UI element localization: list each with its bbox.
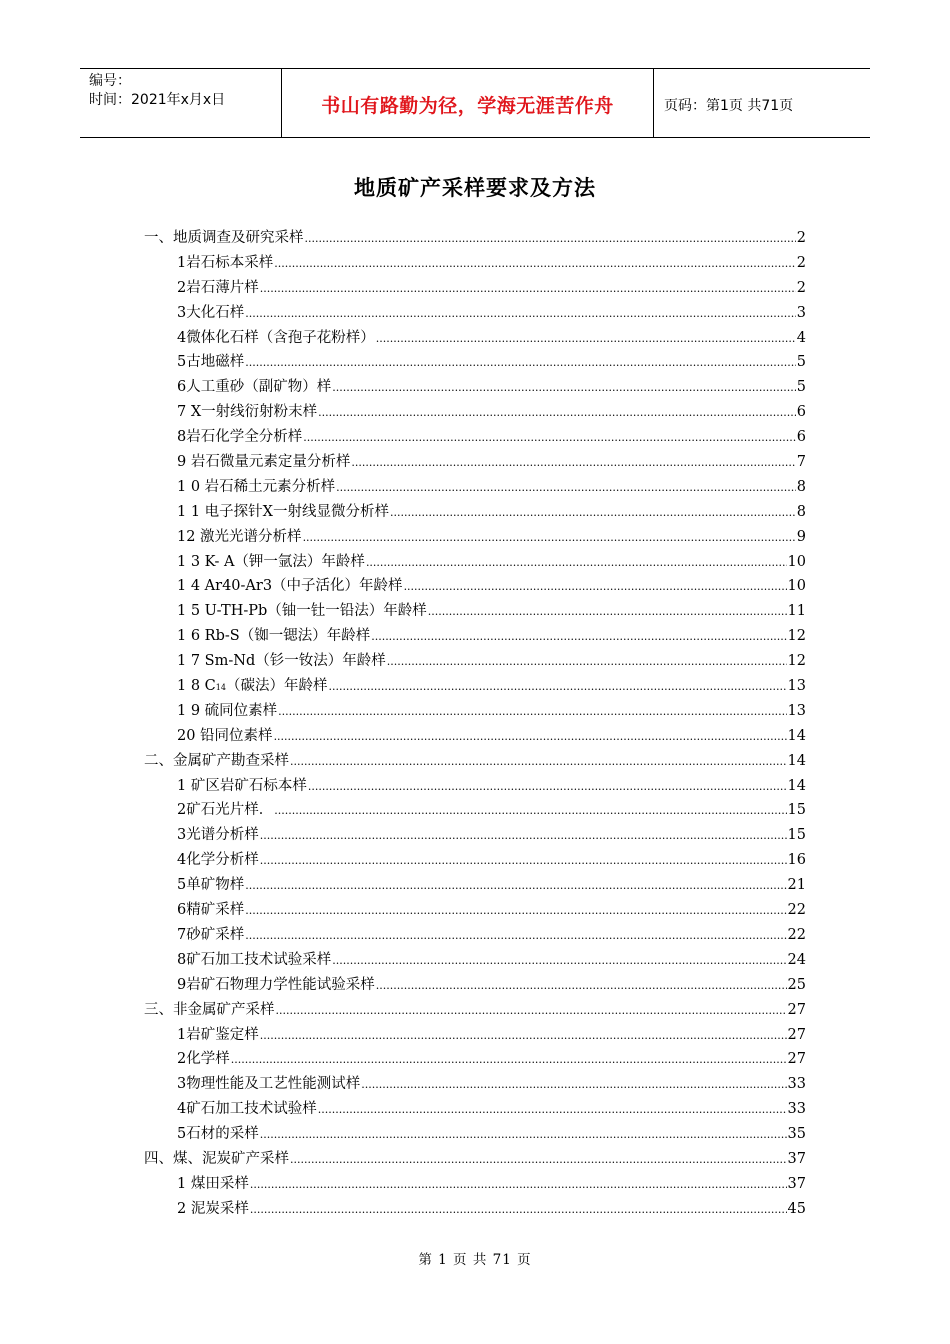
- toc-leader-dots: [336, 475, 796, 501]
- toc-entry[interactable]: [144, 1197, 806, 1222]
- toc-leader-dots: [231, 1047, 787, 1073]
- toc-leader-dots: [290, 1147, 787, 1173]
- toc-leader-dots: [290, 749, 787, 775]
- number-label: 编号：: [89, 73, 131, 89]
- table-of-contents: [144, 226, 806, 1222]
- toc-page-number: 12: [787, 628, 806, 645]
- toc-page-number: 15: [787, 827, 806, 844]
- toc-page-number: 24: [787, 951, 806, 968]
- toc-leader-dots: [260, 276, 796, 302]
- toc-page-number: 14: [787, 752, 806, 769]
- toc-leader-dots: [366, 550, 787, 576]
- toc-entry[interactable]: [144, 823, 806, 848]
- toc-entry-title: 4微体化石样（含孢子花粉样）: [177, 329, 375, 346]
- toc-leader-dots: [390, 500, 796, 526]
- toc-entry-title: 7砂矿采样: [177, 926, 245, 943]
- page-info: 页码：第1页 共71页: [664, 98, 794, 114]
- toc-entry-title: 5石材的采样: [177, 1126, 259, 1143]
- toc-section-entry[interactable]: [144, 226, 806, 251]
- toc-entry[interactable]: [144, 1122, 806, 1147]
- toc-leader-dots: [250, 1197, 787, 1223]
- toc-leader-dots: [250, 1172, 787, 1198]
- toc-entry[interactable]: [144, 798, 806, 823]
- toc-entry-title: 二、金属矿产勘查采样: [144, 752, 289, 769]
- toc-page-number: 6: [796, 429, 806, 446]
- toc-entry[interactable]: [144, 649, 806, 674]
- toc-leader-dots: [308, 774, 787, 800]
- toc-entry[interactable]: [144, 425, 806, 450]
- toc-entry-title: 1 3 K- A（钾一氩法）年龄样: [177, 553, 365, 570]
- toc-page-number: 45: [787, 1200, 806, 1217]
- toc-entry[interactable]: [144, 774, 806, 799]
- toc-entry[interactable]: [144, 350, 806, 375]
- toc-page-number: 27: [787, 1026, 806, 1043]
- toc-page-number: 16: [787, 852, 806, 869]
- toc-entry-title: 6精矿采样: [177, 902, 245, 919]
- toc-leader-dots: [328, 674, 786, 700]
- toc-entry-title: 2 泥炭采样: [177, 1200, 249, 1217]
- toc-entry[interactable]: [144, 624, 806, 649]
- toc-entry-title: 6人工重砂（副矿物）样: [177, 379, 332, 396]
- toc-page-number: 2: [796, 230, 806, 246]
- toc-entry-title: 2岩石薄片样: [177, 279, 259, 296]
- toc-page-number: 12: [787, 653, 806, 670]
- toc-entry-title: 1 煤田采样: [177, 1175, 249, 1192]
- toc-leader-dots: [274, 724, 787, 750]
- toc-leader-dots: [351, 450, 795, 476]
- time-label: 时间：2021年x月x日: [89, 92, 226, 108]
- motto-text: 书山有路勤为径，学海无涯苦作舟: [321, 95, 614, 117]
- toc-entry-title: 三、非金属矿产采样: [144, 1001, 275, 1018]
- document-header: [80, 68, 870, 138]
- toc-page-number: 2: [796, 279, 806, 296]
- toc-entry-title: 1 矿区岩矿石标本样: [177, 777, 307, 794]
- toc-entry[interactable]: [144, 301, 806, 326]
- toc-entry-title: 1岩矿鉴定样: [177, 1026, 259, 1043]
- toc-page-number: 22: [787, 926, 806, 943]
- toc-entry[interactable]: [144, 973, 806, 998]
- toc-entry-title: 4化学分析样: [177, 852, 259, 869]
- toc-page-number: 33: [787, 1076, 806, 1093]
- toc-entry-title: 一、地质调查及研究采样: [144, 230, 304, 246]
- toc-entry[interactable]: [144, 898, 806, 923]
- toc-leader-dots: [274, 798, 786, 824]
- toc-entry[interactable]: [144, 699, 806, 724]
- toc-page-number: 14: [787, 777, 806, 794]
- toc-page-number: 25: [787, 976, 806, 993]
- toc-entry-title: 12 激光光谱分析样: [177, 528, 302, 545]
- toc-entry-title: 1 8 C: [177, 678, 216, 695]
- toc-leader-dots: [305, 226, 796, 252]
- toc-page-number: 37: [787, 1150, 806, 1167]
- toc-page-number: 33: [787, 1101, 806, 1118]
- toc-page-number: 37: [787, 1175, 806, 1192]
- toc-entry-title: 8岩石化学全分析样: [177, 429, 303, 446]
- toc-leader-dots: [260, 823, 787, 849]
- toc-entry[interactable]: [144, 525, 806, 550]
- toc-entry-title: 3光谱分析样: [177, 827, 259, 844]
- toc-page-number: 13: [787, 702, 806, 719]
- header-meta-cell: [80, 69, 282, 137]
- toc-entry-title: 5古地磁样: [177, 354, 245, 371]
- toc-leader-dots: [318, 400, 796, 426]
- toc-entry[interactable]: [144, 599, 806, 624]
- toc-entry-title: 4矿石加工技术试验样: [177, 1101, 317, 1118]
- toc-entry[interactable]: [144, 724, 806, 749]
- toc-leader-dots: [332, 375, 796, 401]
- toc-leader-dots: [245, 350, 796, 376]
- toc-entry[interactable]: [144, 574, 806, 599]
- toc-leader-dots: [303, 525, 796, 551]
- toc-entry[interactable]: [144, 923, 806, 948]
- toc-page-number: 9: [796, 528, 806, 545]
- toc-leader-dots: [376, 326, 796, 352]
- toc-leader-dots: [332, 948, 786, 974]
- toc-entry-title: 1 5 U-TH-Pb（铀一钍一铅法）年龄样: [177, 603, 427, 620]
- toc-entry[interactable]: [144, 1097, 806, 1122]
- toc-entry[interactable]: [144, 450, 806, 475]
- toc-entry[interactable]: [144, 1072, 806, 1097]
- toc-section-entry[interactable]: [144, 749, 806, 774]
- toc-page-number: 6: [796, 404, 806, 421]
- toc-page-number: 15: [787, 802, 806, 819]
- toc-entry-title: 5单矿物样: [177, 877, 245, 894]
- toc-page-number: 35: [787, 1126, 806, 1143]
- toc-entry[interactable]: [144, 475, 806, 500]
- toc-page-number: 22: [787, 902, 806, 919]
- toc-entry[interactable]: [144, 1172, 806, 1197]
- header-page-cell: [654, 69, 870, 137]
- toc-entry[interactable]: [144, 1047, 806, 1072]
- toc-section-entry[interactable]: [144, 1147, 806, 1172]
- toc-page-number: 2: [796, 254, 806, 271]
- toc-entry[interactable]: 1 8 C 14 （碳法）年龄样 ..... 13: [144, 674, 806, 699]
- toc-leader-dots: [318, 1097, 787, 1123]
- toc-entry-title: 1 6 Rb-S（铷一锶法）年龄样: [177, 628, 371, 645]
- toc-entry-title-suffix: （碳法）年龄样: [225, 678, 328, 695]
- toc-leader-dots: [260, 848, 787, 874]
- toc-entry-title: 1 4 Ar40-Ar3（中子活化）年龄样: [177, 578, 403, 595]
- toc-page-number: 27: [787, 1051, 806, 1068]
- toc-entry-title: 20 铅同位素样: [177, 727, 273, 744]
- toc-entry[interactable]: [144, 251, 806, 276]
- toc-entry[interactable]: [144, 873, 806, 898]
- toc-page-number: 3: [796, 304, 806, 321]
- toc-entry-title: 1 7 Sm-Nd（钐一钕法）年龄样: [177, 653, 386, 670]
- toc-leader-dots: [387, 649, 787, 675]
- toc-entry-title: 1 9 硫同位素样: [177, 702, 278, 719]
- toc-leader-dots: [371, 624, 786, 650]
- toc-leader-dots: [260, 1023, 787, 1049]
- toc-entry[interactable]: [144, 948, 806, 973]
- toc-entry-title: 四、煤、泥炭矿产采样: [144, 1150, 289, 1167]
- toc-leader-dots: [278, 699, 786, 725]
- toc-entry[interactable]: [144, 550, 806, 575]
- toc-leader-dots: [245, 301, 796, 327]
- toc-page-number: 7: [796, 454, 806, 471]
- toc-entry[interactable]: [144, 276, 806, 301]
- toc-entry-title: 3物理性能及工艺性能测试样: [177, 1076, 361, 1093]
- toc-leader-dots: [361, 1072, 786, 1098]
- toc-leader-dots: [260, 1122, 787, 1148]
- toc-leader-dots: [404, 574, 787, 600]
- toc-page-number: 10: [787, 578, 806, 595]
- toc-entry-title: 2化学样: [177, 1051, 230, 1068]
- toc-entry-title: 3大化石样: [177, 304, 245, 321]
- toc-leader-dots: [245, 898, 786, 924]
- toc-entry[interactable]: [144, 400, 806, 425]
- toc-page-number: 27: [787, 1001, 806, 1018]
- toc-entry[interactable]: [144, 848, 806, 873]
- page-footer: 第 1 页 共 71 页: [418, 1252, 532, 1268]
- toc-page-number: 5: [796, 354, 806, 371]
- toc-page-number: 5: [796, 379, 806, 396]
- toc-leader-dots: [428, 599, 787, 625]
- toc-entry-title: 1 1 电子探针X一射线显微分析样: [177, 503, 389, 520]
- toc-page-number: 4: [796, 329, 806, 346]
- toc-page-number: 8: [796, 478, 806, 495]
- toc-entry-title: 7 X一射线衍射粉末样: [177, 404, 318, 421]
- toc-section-entry[interactable]: [144, 998, 806, 1023]
- toc-entry-title: 2矿石光片样．: [177, 802, 274, 819]
- toc-page-number: 10: [787, 553, 806, 570]
- toc-page-number: 14: [787, 727, 806, 744]
- toc-leader-dots: [303, 425, 796, 451]
- toc-leader-dots: [245, 923, 786, 949]
- toc-page-number: 21: [787, 877, 806, 894]
- toc-entry-title: 9岩矿石物理力学性能试验采样: [177, 976, 375, 993]
- toc-page-number: 11: [787, 603, 806, 620]
- toc-leader-dots: [274, 251, 796, 277]
- toc-entry[interactable]: [144, 1023, 806, 1048]
- toc-entry-title: 9 岩石微量元素定量分析样: [177, 454, 351, 471]
- toc-leader-dots: [245, 873, 786, 899]
- document-title: 地质矿产采样要求及方法: [354, 176, 596, 200]
- toc-entry[interactable]: [144, 326, 806, 351]
- header-motto-cell: [282, 69, 654, 137]
- toc-entry-title: 1 0 岩石稀土元素分析样: [177, 478, 336, 495]
- toc-leader-dots: [276, 998, 787, 1024]
- toc-entry[interactable]: [144, 500, 806, 525]
- toc-entry-title: 1岩石标本采样: [177, 254, 274, 271]
- toc-entry-title: 8矿石加工技术试验采样: [177, 951, 332, 968]
- toc-page-number: 13: [787, 678, 806, 695]
- toc-page-number: 8: [796, 503, 806, 520]
- toc-entry[interactable]: [144, 375, 806, 400]
- toc-leader-dots: [376, 973, 787, 999]
